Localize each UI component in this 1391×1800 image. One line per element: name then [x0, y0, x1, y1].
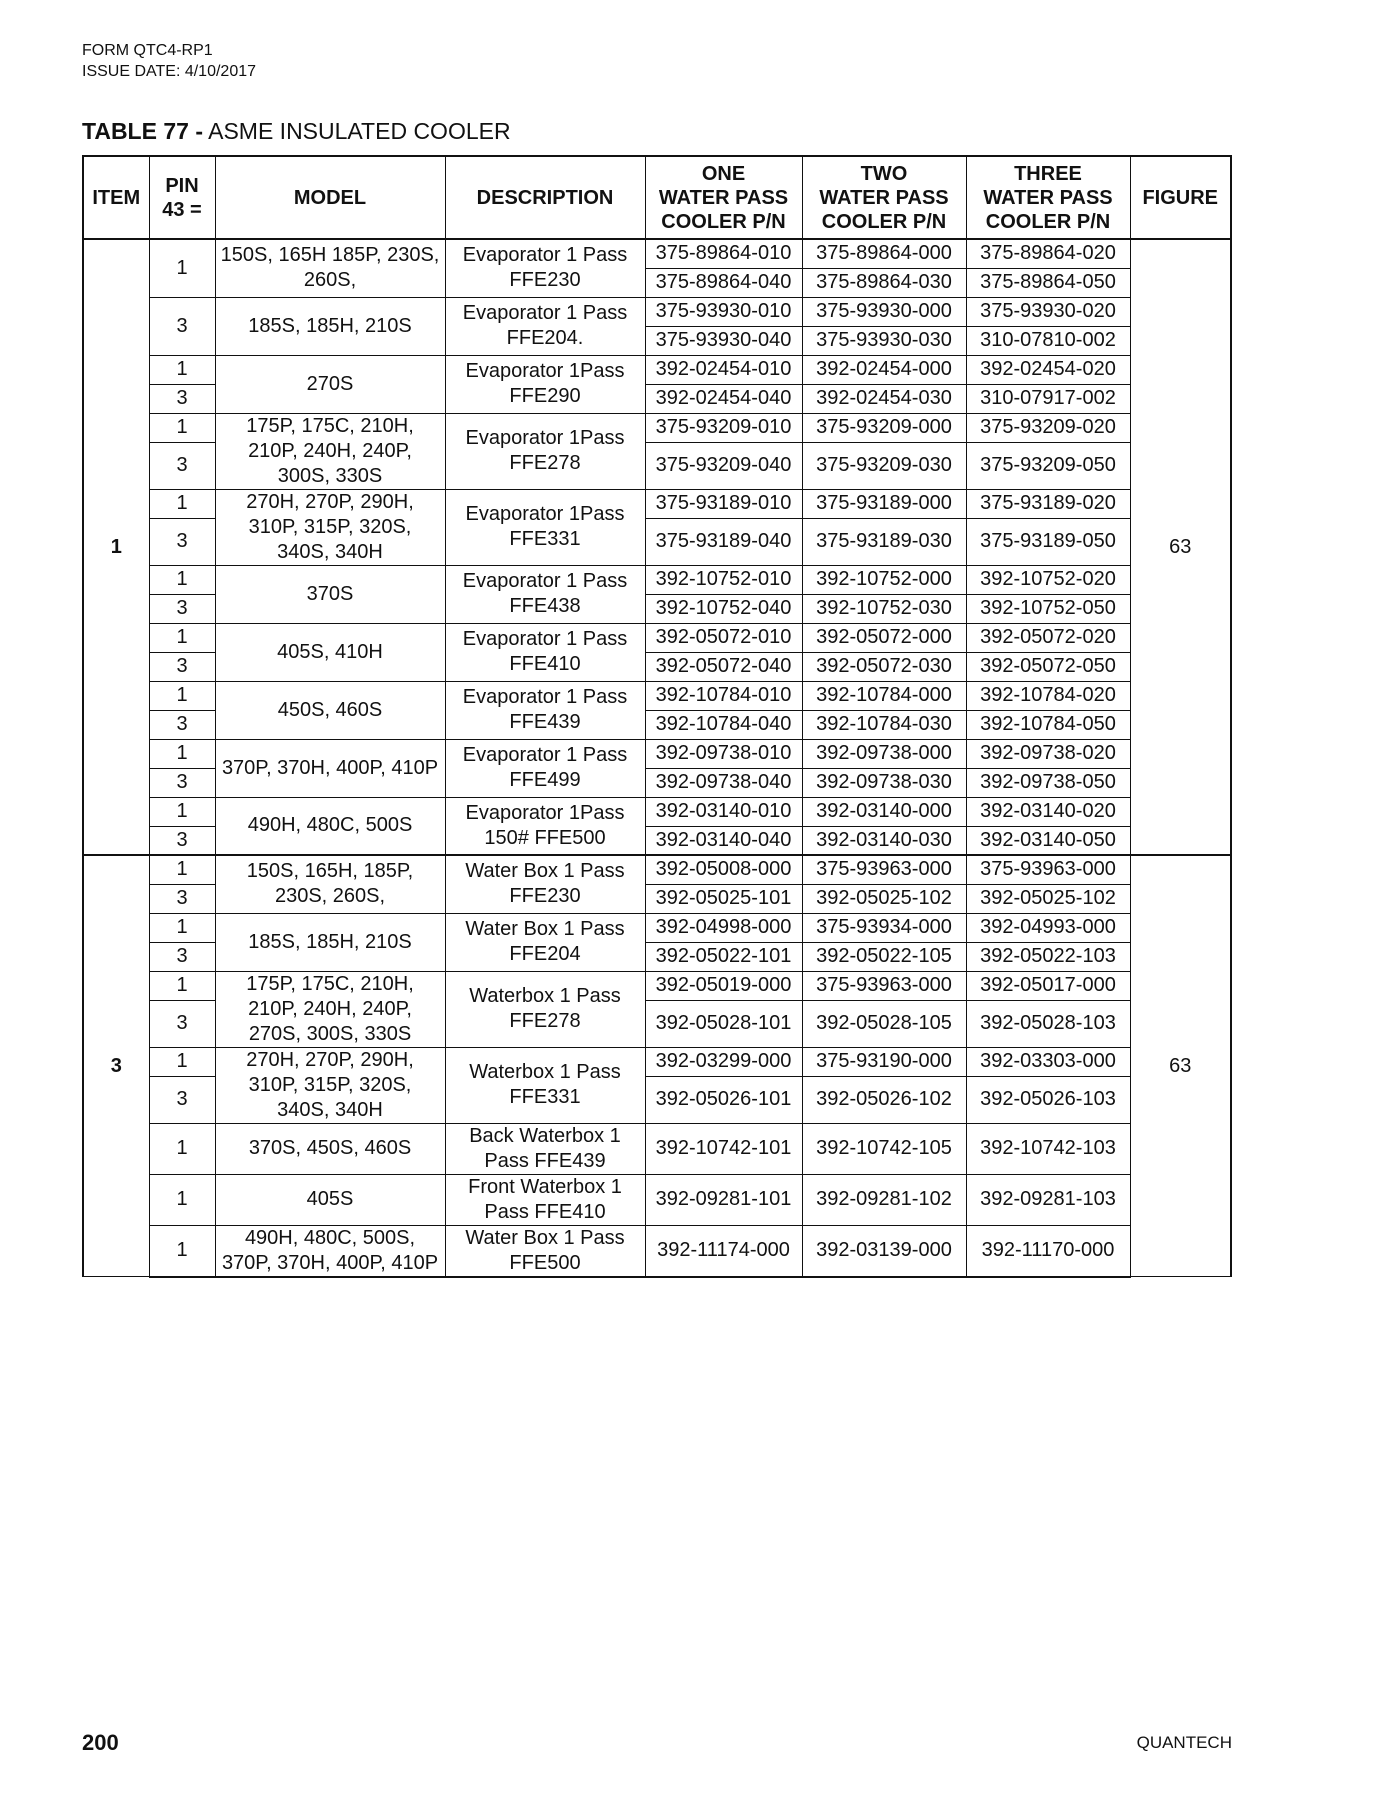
three-pass-pn-cell: 392-04993-000 — [966, 913, 1130, 942]
col-header-three-pass: THREE WATER PASS COOLER P/N — [966, 156, 1130, 239]
two-pass-pn-cell: 392-02454-030 — [802, 384, 966, 413]
model-cell: 370S, 450S, 460S — [215, 1123, 445, 1174]
item-cell: 3 — [83, 855, 149, 1277]
one-pass-pn-cell: 375-89864-010 — [645, 239, 802, 268]
pin-cell: 3 — [149, 1077, 215, 1123]
pin-cell: 1 — [149, 1225, 215, 1277]
col-header-description: DESCRIPTION — [445, 156, 645, 239]
three-pass-pn-cell: 392-05025-102 — [966, 884, 1130, 913]
description-cell: Back Waterbox 1 Pass FFE439 — [445, 1123, 645, 1174]
table-row — [83, 623, 1231, 652]
two-pass-pn-cell: 375-93963-000 — [802, 971, 966, 1001]
three-pass-pn-cell: 392-09738-020 — [966, 739, 1130, 768]
one-pass-pn-cell: 392-05028-101 — [645, 1001, 802, 1047]
description-cell: Evaporator 1 Pass FFE410 — [445, 623, 645, 681]
three-pass-pn-cell: 392-10784-020 — [966, 681, 1130, 710]
three-pass-pn-cell: 375-93209-050 — [966, 443, 1130, 489]
pin-cell: 1 — [149, 971, 215, 1001]
pin-cell: 1 — [149, 355, 215, 384]
table-body — [83, 239, 1231, 1277]
two-pass-pn-cell: 375-93963-000 — [802, 855, 966, 884]
one-pass-pn-cell: 392-11174-000 — [645, 1225, 802, 1277]
table-name: ASME INSULATED COOLER — [202, 118, 511, 144]
two-pass-pn-cell: 392-09738-030 — [802, 768, 966, 797]
two-pass-pn-cell: 392-03139-000 — [802, 1225, 966, 1277]
pin-cell: 3 — [149, 768, 215, 797]
pin-cell: 1 — [149, 565, 215, 594]
table-row — [83, 297, 1231, 326]
two-pass-pn-cell: 375-89864-030 — [802, 268, 966, 297]
description-cell: Water Box 1 Pass FFE500 — [445, 1225, 645, 1277]
pin-cell: 3 — [149, 1001, 215, 1047]
model-cell: 150S, 165H, 185P, 230S, 260S, — [215, 855, 445, 913]
one-pass-pn-cell: 392-09281-101 — [645, 1174, 802, 1225]
two-pass-pn-cell: 392-05072-030 — [802, 652, 966, 681]
one-pass-pn-cell: 392-04998-000 — [645, 913, 802, 942]
one-pass-pn-cell: 392-02454-010 — [645, 355, 802, 384]
model-cell: 370P, 370H, 400P, 410P — [215, 739, 445, 797]
one-pass-pn-cell: 392-09738-040 — [645, 768, 802, 797]
pin-cell: 1 — [149, 623, 215, 652]
description-cell: Evaporator 1 Pass FFE204. — [445, 297, 645, 355]
one-pass-pn-cell: 392-03299-000 — [645, 1047, 802, 1077]
pin-cell: 3 — [149, 826, 215, 855]
model-cell: 490H, 480C, 500S, 370P, 370H, 400P, 410P — [215, 1225, 445, 1277]
three-pass-pn-cell: 375-93930-020 — [966, 297, 1130, 326]
figure-cell: 63 — [1130, 855, 1231, 1277]
one-pass-pn-cell: 392-03140-010 — [645, 797, 802, 826]
two-pass-pn-cell: 392-05072-000 — [802, 623, 966, 652]
pin-cell: 1 — [149, 681, 215, 710]
col-header-pin: PIN 43 = — [149, 156, 215, 239]
three-pass-pn-cell: 375-89864-050 — [966, 268, 1130, 297]
table-row — [83, 1225, 1231, 1277]
table-row — [83, 239, 1231, 268]
three-pass-pn-cell: 392-10752-020 — [966, 565, 1130, 594]
pin-cell: 1 — [149, 1174, 215, 1225]
two-pass-pn-cell: 392-10784-030 — [802, 710, 966, 739]
two-pass-pn-cell: 375-93934-000 — [802, 913, 966, 942]
three-pass-pn-cell: 392-05022-103 — [966, 942, 1130, 971]
three-pass-pn-cell: 310-07917-002 — [966, 384, 1130, 413]
three-pass-pn-cell: 392-05017-000 — [966, 971, 1130, 1001]
two-pass-pn-cell: 375-93209-000 — [802, 413, 966, 443]
table-row — [83, 681, 1231, 710]
figure-cell: 63 — [1130, 239, 1231, 855]
table-row — [83, 565, 1231, 594]
one-pass-pn-cell: 375-93209-040 — [645, 443, 802, 489]
three-pass-pn-cell: 392-10752-050 — [966, 594, 1130, 623]
pin-cell: 3 — [149, 519, 215, 565]
one-pass-pn-cell: 392-10752-010 — [645, 565, 802, 594]
two-pass-pn-cell: 375-93930-000 — [802, 297, 966, 326]
one-pass-pn-cell: 392-05022-101 — [645, 942, 802, 971]
col-header-model: MODEL — [215, 156, 445, 239]
pin-cell: 1 — [149, 489, 215, 519]
two-pass-pn-cell: 392-03140-000 — [802, 797, 966, 826]
three-pass-pn-cell: 392-02454-020 — [966, 355, 1130, 384]
one-pass-pn-cell: 392-05026-101 — [645, 1077, 802, 1123]
table-row — [83, 1123, 1231, 1174]
pin-cell: 3 — [149, 297, 215, 355]
two-pass-pn-cell: 375-89864-000 — [802, 239, 966, 268]
one-pass-pn-cell: 375-89864-040 — [645, 268, 802, 297]
model-cell: 175P, 175C, 210H, 210P, 240H, 240P, 270S, 300S, 330S — [215, 971, 445, 1047]
table-row — [83, 355, 1231, 384]
header-row — [83, 156, 1231, 239]
three-pass-pn-cell: 392-11170-000 — [966, 1225, 1130, 1277]
model-cell: 185S, 185H, 210S — [215, 913, 445, 971]
one-pass-pn-cell: 375-93930-040 — [645, 326, 802, 355]
description-cell: Evaporator 1 Pass FFE438 — [445, 565, 645, 623]
one-pass-pn-cell: 392-05019-000 — [645, 971, 802, 1001]
two-pass-pn-cell: 392-09281-102 — [802, 1174, 966, 1225]
three-pass-pn-cell: 375-93963-000 — [966, 855, 1130, 884]
three-pass-pn-cell: 392-05028-103 — [966, 1001, 1130, 1047]
one-pass-pn-cell: 375-93209-010 — [645, 413, 802, 443]
table-number: TABLE 77 - — [82, 118, 203, 144]
table-row — [83, 413, 1231, 443]
three-pass-pn-cell: 375-93189-020 — [966, 489, 1130, 519]
model-cell: 270S — [215, 355, 445, 413]
one-pass-pn-cell: 375-93189-010 — [645, 489, 802, 519]
item-cell: 1 — [83, 239, 149, 855]
one-pass-pn-cell: 392-05072-040 — [645, 652, 802, 681]
model-cell: 150S, 165H 185P, 230S, 260S, — [215, 239, 445, 297]
col-header-two-pass: TWO WATER PASS COOLER P/N — [802, 156, 966, 239]
table-row — [83, 1047, 1231, 1077]
three-pass-pn-cell: 375-93209-020 — [966, 413, 1130, 443]
two-pass-pn-cell: 392-10784-000 — [802, 681, 966, 710]
pin-cell: 3 — [149, 594, 215, 623]
pin-cell: 3 — [149, 652, 215, 681]
two-pass-pn-cell: 392-05028-105 — [802, 1001, 966, 1047]
one-pass-pn-cell: 392-05008-000 — [645, 855, 802, 884]
three-pass-pn-cell: 392-05072-050 — [966, 652, 1130, 681]
description-cell: Evaporator 1Pass FFE290 — [445, 355, 645, 413]
col-header-one-pass: ONE WATER PASS COOLER P/N — [645, 156, 802, 239]
pin-cell: 1 — [149, 913, 215, 942]
one-pass-pn-cell: 392-10784-010 — [645, 681, 802, 710]
brand-name: QUANTECH — [1136, 1733, 1232, 1752]
form-header — [82, 40, 256, 82]
one-pass-pn-cell: 375-93930-010 — [645, 297, 802, 326]
model-cell: 270H, 270P, 290H, 310P, 315P, 320S, 340S, 340H — [215, 489, 445, 565]
one-pass-pn-cell: 375-93189-040 — [645, 519, 802, 565]
one-pass-pn-cell: 392-10752-040 — [645, 594, 802, 623]
three-pass-pn-cell: 392-05026-103 — [966, 1077, 1130, 1123]
one-pass-pn-cell: 392-10742-101 — [645, 1123, 802, 1174]
one-pass-pn-cell: 392-02454-040 — [645, 384, 802, 413]
table-row — [83, 489, 1231, 519]
two-pass-pn-cell: 392-05022-105 — [802, 942, 966, 971]
pin-cell: 1 — [149, 1047, 215, 1077]
one-pass-pn-cell: 392-09738-010 — [645, 739, 802, 768]
three-pass-pn-cell: 392-03140-050 — [966, 826, 1130, 855]
three-pass-pn-cell: 310-07810-002 — [966, 326, 1130, 355]
parts-table — [82, 155, 1232, 1278]
table-row — [83, 739, 1231, 768]
pin-cell: 1 — [149, 855, 215, 884]
description-cell: Evaporator 1 Pass FFE439 — [445, 681, 645, 739]
three-pass-pn-cell: 392-10784-050 — [966, 710, 1130, 739]
three-pass-pn-cell: 392-05072-020 — [966, 623, 1130, 652]
pin-cell: 1 — [149, 239, 215, 297]
description-cell: Evaporator 1Pass FFE331 — [445, 489, 645, 565]
two-pass-pn-cell: 375-93209-030 — [802, 443, 966, 489]
three-pass-pn-cell: 375-89864-020 — [966, 239, 1130, 268]
table-row — [83, 913, 1231, 942]
model-cell: 270H, 270P, 290H, 310P, 315P, 320S, 340S, 340H — [215, 1047, 445, 1123]
two-pass-pn-cell: 392-02454-000 — [802, 355, 966, 384]
model-cell: 185S, 185H, 210S — [215, 297, 445, 355]
one-pass-pn-cell: 392-05025-101 — [645, 884, 802, 913]
description-cell: Evaporator 1 Pass FFE230 — [445, 239, 645, 297]
one-pass-pn-cell: 392-05072-010 — [645, 623, 802, 652]
two-pass-pn-cell: 392-05026-102 — [802, 1077, 966, 1123]
description-cell: Front Waterbox 1 Pass FFE410 — [445, 1174, 645, 1225]
pin-cell: 3 — [149, 710, 215, 739]
table-row — [83, 855, 1231, 884]
table-title — [82, 118, 511, 145]
description-cell: Water Box 1 Pass FFE230 — [445, 855, 645, 913]
description-cell: Water Box 1 Pass FFE204 — [445, 913, 645, 971]
pin-cell: 1 — [149, 739, 215, 768]
pin-cell: 1 — [149, 1123, 215, 1174]
model-cell: 370S — [215, 565, 445, 623]
page-number: 200 — [82, 1730, 119, 1755]
pin-cell: 3 — [149, 884, 215, 913]
description-cell: Evaporator 1Pass FFE278 — [445, 413, 645, 489]
description-cell: Waterbox 1 Pass FFE278 — [445, 971, 645, 1047]
one-pass-pn-cell: 392-03140-040 — [645, 826, 802, 855]
issue-date: ISSUE DATE: 4/10/2017 — [82, 63, 257, 80]
table-row — [83, 1174, 1231, 1225]
pin-cell: 3 — [149, 384, 215, 413]
model-cell: 405S, 410H — [215, 623, 445, 681]
two-pass-pn-cell: 392-05025-102 — [802, 884, 966, 913]
three-pass-pn-cell: 392-03140-020 — [966, 797, 1130, 826]
pin-cell: 1 — [149, 797, 215, 826]
model-cell: 175P, 175C, 210H, 210P, 240H, 240P, 300S, 330S — [215, 413, 445, 489]
two-pass-pn-cell: 392-10742-105 — [802, 1123, 966, 1174]
two-pass-pn-cell: 392-09738-000 — [802, 739, 966, 768]
one-pass-pn-cell: 392-10784-040 — [645, 710, 802, 739]
two-pass-pn-cell: 375-93189-030 — [802, 519, 966, 565]
two-pass-pn-cell: 375-93189-000 — [802, 489, 966, 519]
description-cell: Evaporator 1 Pass FFE499 — [445, 739, 645, 797]
three-pass-pn-cell: 392-09738-050 — [966, 768, 1130, 797]
description-cell: Waterbox 1 Pass FFE331 — [445, 1047, 645, 1123]
description-cell: Evaporator 1Pass 150# FFE500 — [445, 797, 645, 855]
three-pass-pn-cell: 392-09281-103 — [966, 1174, 1130, 1225]
table-row — [83, 797, 1231, 826]
form-number: FORM QTC4-RP1 — [82, 42, 213, 59]
model-cell: 405S — [215, 1174, 445, 1225]
model-cell: 490H, 480C, 500S — [215, 797, 445, 855]
three-pass-pn-cell: 392-03303-000 — [966, 1047, 1130, 1077]
two-pass-pn-cell: 392-03140-030 — [802, 826, 966, 855]
two-pass-pn-cell: 375-93930-030 — [802, 326, 966, 355]
col-header-figure: FIGURE — [1130, 156, 1231, 239]
table-row — [83, 971, 1231, 1001]
three-pass-pn-cell: 375-93189-050 — [966, 519, 1130, 565]
three-pass-pn-cell: 392-10742-103 — [966, 1123, 1130, 1174]
two-pass-pn-cell: 375-93190-000 — [802, 1047, 966, 1077]
two-pass-pn-cell: 392-10752-030 — [802, 594, 966, 623]
two-pass-pn-cell: 392-10752-000 — [802, 565, 966, 594]
pin-cell: 1 — [149, 413, 215, 443]
pin-cell: 3 — [149, 942, 215, 971]
model-cell: 450S, 460S — [215, 681, 445, 739]
pin-cell: 3 — [149, 443, 215, 489]
col-header-item: ITEM — [83, 156, 149, 239]
